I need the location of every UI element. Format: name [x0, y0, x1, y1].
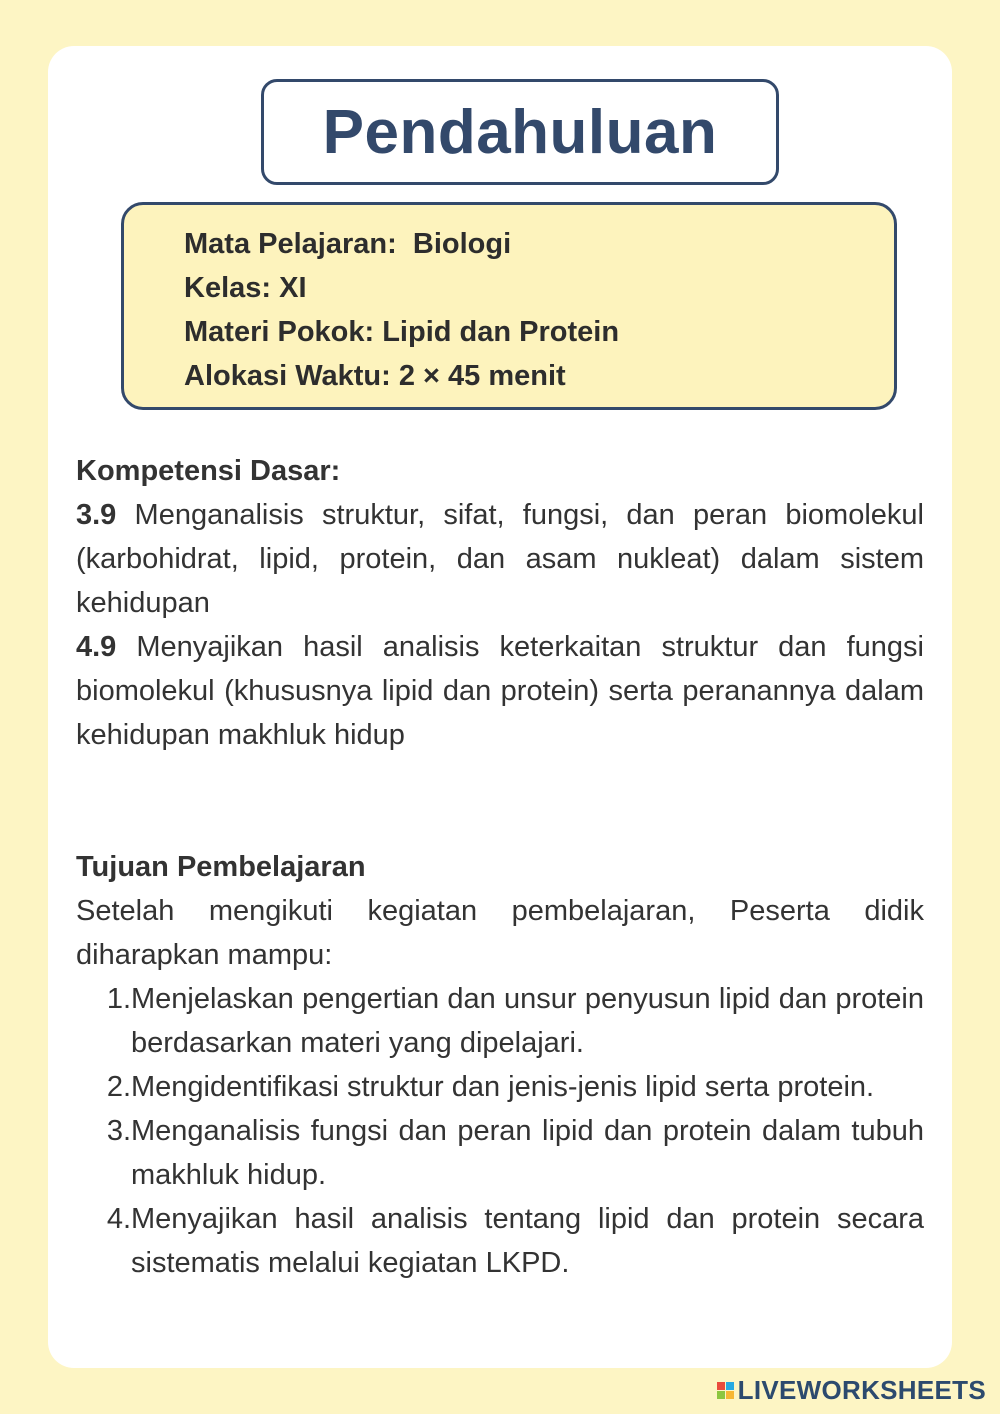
- class-line: Kelas: XI: [184, 272, 307, 304]
- topic-line: Materi Pokok: Lipid dan Protein: [184, 316, 620, 348]
- goal-text: Menyajikan hasil analisis tentang lipid dan protein secara sistematis melalui kegiatan LKPD.: [131, 1203, 924, 1279]
- subject-line: Mata Pelajaran: Biologi: [184, 228, 512, 260]
- goal-number: 4.: [106, 1203, 131, 1235]
- goal-number: 1.: [106, 983, 131, 1015]
- watermark-text: LIVEWORKSHEETS: [737, 1375, 986, 1405]
- goal-number: 3.: [106, 1115, 131, 1147]
- goal-item: [76, 977, 924, 1065]
- logo-square: [717, 1382, 725, 1390]
- goal-item: [76, 1065, 924, 1109]
- goal-text: Mengidentifikasi struktur dan jenis-jenis lipid serta protein.: [131, 1071, 875, 1103]
- kompetensi-item: [76, 493, 924, 625]
- goals-list: [76, 977, 924, 1285]
- logo-square: [717, 1391, 725, 1399]
- kompetensi-number: 4.9: [76, 631, 117, 663]
- kompetensi-heading: Kompetensi Dasar:: [76, 455, 341, 487]
- title-box: [261, 79, 779, 185]
- lesson-info-box: [121, 202, 897, 410]
- kompetensi-text: Menganalisis struktur, sifat, fungsi, dan peran biomolekul (karbohidrat, lipid, protein, dan asam nukleat) dalam sistem kehidupan: [76, 499, 924, 619]
- goal-item: [76, 1109, 924, 1197]
- logo-square: [726, 1391, 734, 1399]
- time-allocation-line: Alokasi Waktu: 2 × 45 menit: [184, 360, 566, 392]
- liveworksheets-logo-icon: [717, 1382, 734, 1399]
- tujuan-heading: Tujuan Pembelajaran: [76, 851, 366, 883]
- kompetensi-number: 3.9: [76, 499, 117, 531]
- goal-number: 2.: [106, 1071, 131, 1103]
- goal-item: [76, 1197, 924, 1285]
- kompetensi-text: Menyajikan hasil analisis keterkaitan struktur dan fungsi biomolekul (khususnya lipid dan protein) serta peranannya dalam kehidupan makhluk hidup: [76, 631, 924, 751]
- kompetensi-item: [76, 625, 924, 757]
- goal-text: Menjelaskan pengertian dan unsur penyusun lipid dan protein berdasarkan materi yang dipelajari.: [131, 983, 924, 1059]
- goal-text: Menganalisis fungsi dan peran lipid dan protein dalam tubuh makhluk hidup.: [131, 1115, 924, 1191]
- page-title: Pendahuluan: [322, 97, 718, 167]
- liveworksheets-watermark: [717, 1375, 986, 1406]
- tujuan-intro: Setelah mengikuti kegiatan pembelajaran, Peserta didik diharapkan mampu:: [76, 895, 924, 971]
- main-content: [76, 449, 924, 1285]
- logo-square: [726, 1382, 734, 1390]
